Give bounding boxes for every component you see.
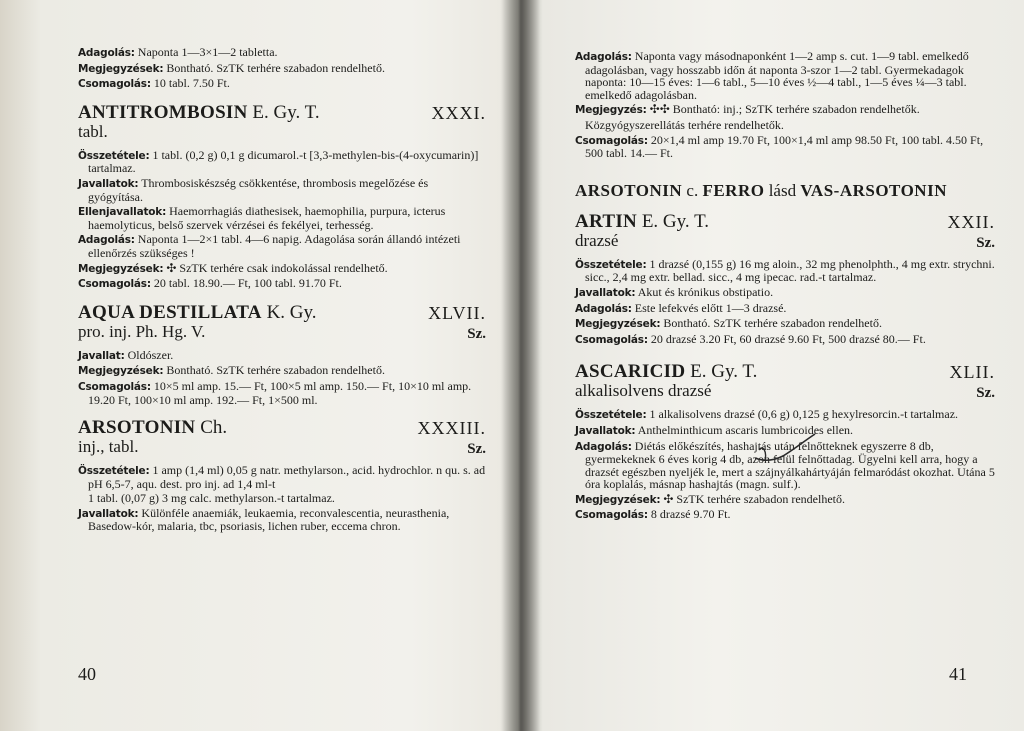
packaging-para: Csomagolás: 8 drazsé 9.70 Ft. [575, 507, 731, 522]
right-page [535, 0, 1024, 731]
entry-heading: ARTIN E. Gy. T. XXII. [575, 210, 995, 232]
entry-form: pro. inj. Ph. Hg. V. Sz. [78, 321, 486, 342]
entry-antitrombosin [78, 103, 486, 291]
page-number: 41 [949, 664, 967, 684]
notes-para: Megjegyzések: Bontható. SzTK terhére szabadon rendelhető. [78, 363, 385, 378]
composition-para: Összetétele: 1 alkalisolvens drazsé (0,6 g) 0,125 g hexylresorcin.-t tartalmaz. [575, 407, 959, 422]
packaging-para: Csomagolás: 10×5 ml amp. 15.— Ft, 100×5 ml amp. 150.— Ft, 10×10 ml amp. 19.20 Ft, 100×10 ml amp. 192.— Ft, 1×500 ml. [78, 378, 472, 407]
dosage-para: Adagolás: Naponta vagy másodnaponként 1—2 amp s. cut. 1—9 tabl. emelkedő adagolásban, vagy hosszabb időn át naponta 3-szor 1—2 tabl. Gyermekadagok naponta: 10—15 éves: 1—6 tabl., 5—10 éves ½—4 tabl., 1—5 éves ¼—3 tabl. emelkedő adagolásban. [575, 49, 969, 102]
left-column [78, 46, 486, 535]
notes-para: Megjegyzések: Bontható. SzTK terhére szabadon rendelhető. [78, 60, 385, 75]
composition-para: Összetétele: 1 tabl. (0,2 g) 0,1 g dicumarol.-t [3,3-methylen-bis-(4-oxycumarin)] tartalmaz. [78, 147, 479, 176]
indications-para: Javallatok: Különféle anaemiák, leukaemia, reconvalescentia, neurasthenia, Basedow-kór, malaria, tbc, psoriasis, lichen ruber, eccema chron. [78, 505, 450, 534]
entry-aqua-destillata [78, 303, 486, 406]
indications-para: Javallatok: Anthelminthicum ascaris lumbricoides ellen. [575, 422, 854, 437]
packaging-para: Csomagolás: 20 drazsé 3.20 Ft, 60 drazsé 9.60 Ft, 500 drazsé 80.— Ft. [575, 331, 926, 346]
entry-heading: ANTITROMBOSIN E. Gy. T. XXXI. [78, 101, 486, 123]
notes-para: Megjegyzések: Bontható. SzTK terhére szabadon rendelhető. [575, 316, 882, 331]
packaging-para: Csomagolás: 10 tabl. 7.50 Ft. [78, 76, 230, 91]
dosage-para: Adagolás: Este lefekvés előtt 1—3 drazsé. [575, 300, 787, 315]
composition-para-cont: 1 tabl. (0,07 g) 3 mg calc. methylarson.-t tartalmaz. [88, 491, 335, 506]
entry-heading: ARSOTONIN Ch. XXXIII. [78, 417, 486, 439]
pen-scribble-icon [753, 430, 819, 466]
indications-para: Javallatok: Akut és krónikus obstipatio. [575, 284, 774, 299]
composition-para: Összetétele: 1 amp (1,4 ml) 0,05 g natr. methylarson., acid. hydrochlor. n qu. s. ad pH 6,5-7, aqu. dest. pro inj. ad 1,4 ml-t [78, 463, 486, 491]
entry-heading: ASCARICID E. Gy. T. XLII. [575, 361, 995, 383]
entry-form: alkalisolvens drazsé Sz. [575, 381, 995, 402]
entry-arsotonin [78, 418, 486, 533]
dosage-para: Adagolás: Diétás előkészítés, hashajtás után felnőtteknek egyszerre 8 db, gyermekeknek 6 éves korig 4 db, azon felül felnőttadag. Ügyelni kell arra, hogy a drazsét egészben nyeljék le, mert a szájnyálkahártyáján felmaródást okozhat. Utána 5 óra koplalás, másnap hashajtás (magn. sulf.). [575, 438, 995, 492]
cross-reference: ARSOTONIN c. FERRO lásd VAS-ARSOTONIN [575, 180, 947, 200]
composition-para: Összetétele: 1 drazsé (0,155 g) 16 mg aloin., 32 mg phenolphth., 4 mg extr. strychni. sicc., 2,4 mg extr. bellad. sicc., 4 mg ipecac. rad.-t tartalmaz. [575, 256, 995, 285]
packaging-para: Csomagolás: 20×1,4 ml amp 19.70 Ft, 100×1,4 ml amp 98.50 Ft, 100 tabl. 4.50 Ft, 500 tabl. 14.— Ft. [575, 132, 984, 161]
notes-para: Megjegyzés: ✣✣ Bontható: inj.; SzTK terhére szabadon rendelhetők. [575, 102, 920, 117]
packaging-para: Csomagolás: 20 tabl. 18.90.— Ft, 100 tabl. 91.70 Ft. [78, 276, 342, 291]
entry-form: drazsé Sz. [575, 230, 995, 251]
page-number: 40 [78, 664, 96, 684]
dosage-para: Adagolás: Naponta 1—3×1—2 tabletta. [78, 45, 278, 59]
left-page [0, 0, 505, 731]
notes-para: Megjegyzések: ✣ SzTK terhére szabadon rendelhető. [575, 491, 846, 506]
entry-heading: AQUA DESTILLATA K. Gy. XLVII. [78, 301, 486, 323]
book-gutter [500, 0, 540, 731]
indications-para: Javallat: Oldószer. [78, 347, 174, 362]
notes-para: Megjegyzések: ✣ SzTK terhére csak indokolással rendelhető. [78, 260, 388, 275]
notes-para-cont: Közgyógyszerellátás terhére rendelhetők. [585, 117, 784, 132]
contraindications-para: Ellenjavallatok: Haemorrhagiás diathesisek, haemophilia, purpura, icterus haemolyticus, belső szervek vérzései és fekélyei, terhesség. [78, 204, 446, 232]
dosage-para: Adagolás: Naponta 1—2×1 tabl. 4—6 napig. Adagolása során állandó intézeti ellenőrzés szükséges ! [78, 232, 461, 260]
entry-artin [575, 212, 995, 347]
indications-para: Javallatok: Thrombosiskészség csökkentése, thrombosis megelőzése és gyógyítása. [78, 175, 429, 204]
entry-form: tabl. [78, 121, 108, 141]
entry-form: inj., tabl. Sz. [78, 437, 486, 458]
